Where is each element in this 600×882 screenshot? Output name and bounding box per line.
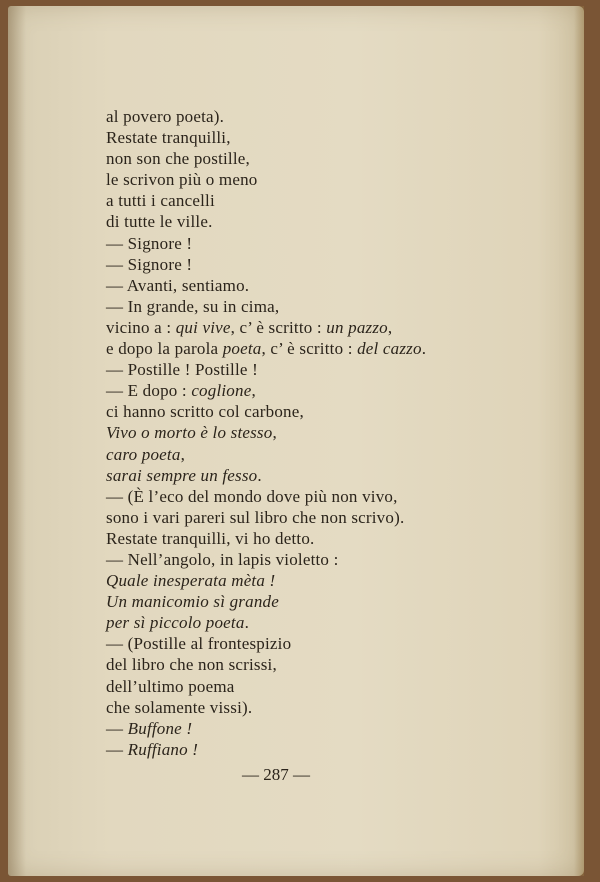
poem-line: Restate tranquilli, (106, 128, 231, 148)
page-number: — 287 — (242, 765, 310, 784)
italic-phrase: coglione (191, 381, 252, 401)
poem-line: caro poeta, (106, 444, 186, 464)
poem-line: non son che postille, (106, 149, 250, 169)
poem-line: — Signore ! (106, 254, 193, 274)
book-page (8, 6, 584, 876)
poem-line (106, 570, 426, 591)
poem-line: al povero poeta). (106, 107, 225, 126)
poem-line: vicino a : qui vive, c’ è scritto : un pazzo, (106, 317, 393, 337)
italic-phrase: Buffone ! (127, 718, 193, 738)
poem-line: — Signore ! (106, 233, 193, 253)
poem-line: dell’ultimo poema (106, 676, 235, 696)
italic-phrase: qui vive (175, 317, 231, 337)
poem-line: — Nell’angolo, in lapis violetto : (106, 549, 339, 569)
poem-line: — E dopo : coglione, (106, 381, 256, 401)
poem-line: per sì piccolo poeta. (106, 613, 250, 633)
poem-line (106, 591, 426, 612)
poem-line: a tutti i cancelli (106, 191, 215, 211)
poem-line: sono i vari pareri sul libro che non scrivo). (106, 507, 405, 527)
poem-line: che solamente vissi). (106, 697, 253, 717)
spine-shadow (8, 6, 26, 876)
poem-line: Restate tranquilli, vi ho detto. (106, 528, 315, 548)
poem-line: sarai sempre un fesso. (106, 465, 262, 485)
poem-line: le scrivon più o meno (106, 170, 258, 190)
poem-line: ci hanno scritto col carbone, (106, 402, 304, 422)
italic-phrase: un pazzo (326, 317, 388, 337)
italic-phrase: Vivo o morto è lo stesso (106, 423, 273, 443)
italic-phrase: Ruffiano ! (127, 739, 199, 759)
italic-phrase: poeta (222, 339, 262, 359)
poem-line: e dopo la parola poeta, c’ è scritto : del cazzo. (106, 339, 427, 359)
poem-line: — Postille ! Postille ! (106, 360, 258, 380)
poem-line: del libro che non scrissi, (106, 655, 277, 675)
poem-line: — (Postille al frontespizio (106, 634, 292, 654)
italic-phrase: del cazzo (357, 339, 422, 359)
italic-phrase: Un manicomio sì grande (106, 592, 279, 612)
poem-line: Vivo o morto è lo stesso, (106, 423, 277, 443)
italic-phrase: sarai sempre un fesso (106, 465, 258, 485)
poem-line: — Avanti, sentiamo. (106, 275, 250, 295)
italic-phrase: Quale inesperata mèta ! (106, 571, 276, 591)
poem-line: — Ruffiano ! (106, 739, 199, 759)
poem-line: — In grande, su in cima, (106, 296, 280, 316)
page-edge (574, 6, 584, 876)
poem-line: — (È l’eco del mondo dove più non vivo, (106, 486, 398, 506)
poem-line: di tutte le ville. (106, 212, 213, 232)
poem-text (106, 106, 426, 760)
italic-phrase: per sì piccolo poeta (106, 613, 245, 633)
poem-line: — Buffone ! (106, 718, 193, 738)
italic-phrase: caro poeta (106, 444, 181, 464)
